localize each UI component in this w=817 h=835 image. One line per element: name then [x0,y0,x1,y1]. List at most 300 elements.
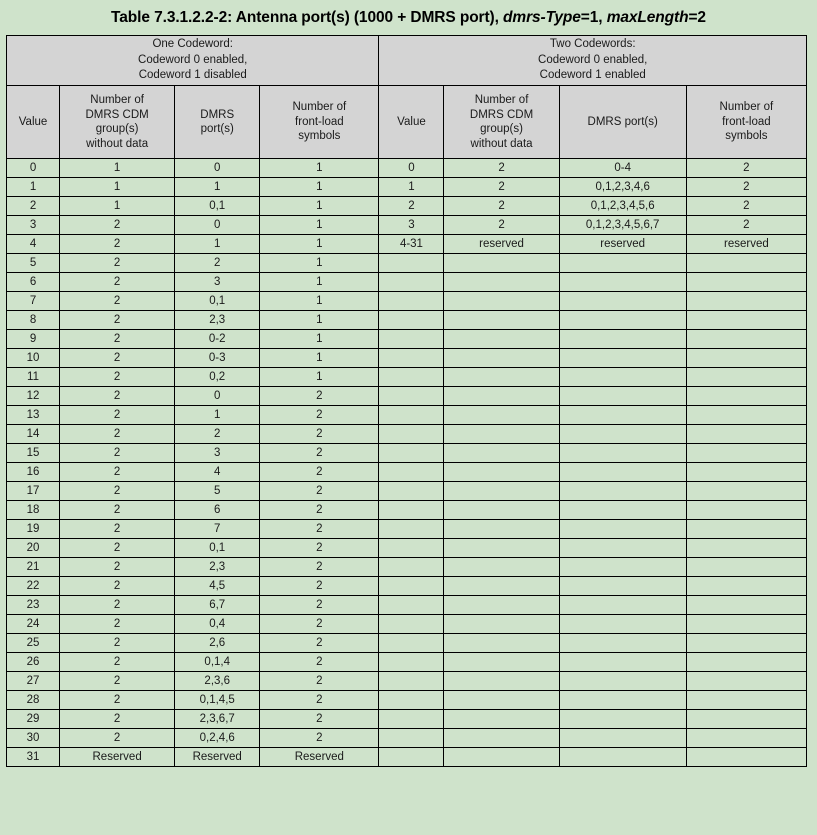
cell-left-front-load-symbols: 2 [260,520,379,539]
table-row [7,501,807,520]
cell-left-cdm-groups: Reserved [60,748,175,767]
cell-empty [686,577,806,596]
cell-left-cdm-groups: 2 [60,539,175,558]
group-header-row [7,36,807,86]
cell-left-value: 21 [7,558,60,577]
two-codewords-line2: Codeword 0 enabled, [538,53,648,66]
two-codewords-line1: Two Codewords: [549,38,636,51]
cell-empty [559,425,686,444]
cell-empty [444,387,559,406]
cell-left-dmrs-ports: 0,1 [175,292,260,311]
cell-left-dmrs-ports: 5 [175,482,260,501]
cell-left-value: 29 [7,710,60,729]
cell-empty [444,577,559,596]
cell-empty [686,710,806,729]
cell-empty [379,596,444,615]
table-row [7,539,807,558]
cell-left-front-load-symbols: 2 [260,444,379,463]
right-cdm-line4: without data [470,137,533,150]
cell-left-value: 27 [7,672,60,691]
table-row [7,710,807,729]
cell-empty [559,520,686,539]
col-header-right-dmrs-ports: DMRS port(s) [559,86,686,159]
table-row [7,634,807,653]
col-header-left-front-load-symbols [260,86,379,159]
cell-empty [444,406,559,425]
table-row [7,254,807,273]
table-row [7,558,807,577]
cell-right-dmrs-ports: reserved [559,235,686,254]
right-front-line1: Number of [719,101,774,114]
table-row [7,653,807,672]
cell-left-dmrs-ports: 0,2,4,6 [175,729,260,748]
table-row [7,520,807,539]
cell-left-cdm-groups: 2 [60,691,175,710]
cell-left-value: 17 [7,482,60,501]
cell-right-cdm-groups: 2 [444,216,559,235]
cell-left-front-load-symbols: 2 [260,710,379,729]
cell-left-cdm-groups: 2 [60,463,175,482]
table-row [7,216,807,235]
title-prefix: Table 7.3.1.2.2-2: Antenna port(s) (1000 + DMRS port), [111,9,504,26]
cell-empty [379,254,444,273]
left-cdm-line1: Number of [90,94,144,106]
cell-empty [379,273,444,292]
cell-empty [686,273,806,292]
cell-empty [686,634,806,653]
cell-left-cdm-groups: 2 [60,634,175,653]
cell-empty [444,596,559,615]
table-row [7,463,807,482]
cell-left-value: 16 [7,463,60,482]
cell-empty [379,349,444,368]
cell-left-dmrs-ports: 0 [175,216,260,235]
cell-empty [444,368,559,387]
cell-empty [559,368,686,387]
cell-left-value: 5 [7,254,60,273]
cell-left-value: 11 [7,368,60,387]
cell-empty [379,615,444,634]
antenna-port-table-container [6,35,807,767]
cell-empty [444,691,559,710]
cell-empty [686,501,806,520]
cell-empty [686,748,806,767]
cell-empty [444,634,559,653]
table-row [7,330,807,349]
one-codeword-line1: One Codeword: [152,38,233,51]
cell-empty [559,710,686,729]
cell-empty [686,729,806,748]
cell-left-value: 25 [7,634,60,653]
table-row [7,349,807,368]
cell-empty [559,729,686,748]
table-row [7,482,807,501]
cell-empty [379,520,444,539]
cell-empty [559,463,686,482]
cell-left-cdm-groups: 2 [60,368,175,387]
cell-right-value: 4-31 [379,235,444,254]
cell-left-dmrs-ports: 1 [175,235,260,254]
cell-empty [559,254,686,273]
cell-left-cdm-groups: 2 [60,596,175,615]
cell-empty [379,482,444,501]
cell-left-front-load-symbols: 2 [260,634,379,653]
cell-right-cdm-groups: 2 [444,159,559,178]
cell-empty [686,292,806,311]
cell-left-front-load-symbols: 1 [260,235,379,254]
cell-left-cdm-groups: 2 [60,558,175,577]
cell-right-value: 3 [379,216,444,235]
cell-left-value: 28 [7,691,60,710]
cell-empty [559,748,686,767]
cell-empty [686,311,806,330]
left-cdm-line3: group(s) [95,123,139,135]
cell-left-value: 3 [7,216,60,235]
cell-right-value: 1 [379,178,444,197]
cell-empty [444,349,559,368]
cell-left-value: 8 [7,311,60,330]
cell-left-value: 0 [7,159,60,178]
cell-empty [686,615,806,634]
left-cdm-line4: without data [86,137,149,150]
group-header-two-codewords [379,36,807,86]
left-front-line2: front-load [295,115,344,128]
col-header-left-cdm-groups [60,86,175,159]
cell-left-front-load-symbols: 1 [260,368,379,387]
title-italic-dmrs-type: dmrs-Type [503,9,581,26]
cell-left-front-load-symbols: 2 [260,596,379,615]
cell-empty [686,425,806,444]
cell-left-dmrs-ports: 2 [175,254,260,273]
cell-left-value: 18 [7,501,60,520]
cell-left-front-load-symbols: 2 [260,729,379,748]
cell-left-cdm-groups: 2 [60,311,175,330]
cell-empty [379,653,444,672]
left-front-line3: symbols [298,130,341,143]
cell-empty [379,311,444,330]
cell-left-dmrs-ports: 2 [175,425,260,444]
cell-empty [444,710,559,729]
cell-left-front-load-symbols: 2 [260,387,379,406]
cell-empty [559,349,686,368]
cell-left-value: 6 [7,273,60,292]
cell-left-value: 2 [7,197,60,216]
cell-left-dmrs-ports: 2,3,6 [175,672,260,691]
cell-left-value: 7 [7,292,60,311]
table-row [7,748,807,767]
cell-left-value: 13 [7,406,60,425]
cell-left-dmrs-ports: 4,5 [175,577,260,596]
left-ports-line2: port(s) [200,123,234,135]
cell-empty [559,387,686,406]
cell-right-dmrs-ports: 0,1,2,3,4,5,6,7 [559,216,686,235]
col-header-right-value: Value [379,86,444,159]
cell-left-dmrs-ports: 0 [175,159,260,178]
cell-empty [686,558,806,577]
table-row [7,444,807,463]
cell-left-cdm-groups: 2 [60,387,175,406]
cell-left-cdm-groups: 2 [60,520,175,539]
cell-left-front-load-symbols: 1 [260,254,379,273]
cell-right-cdm-groups: 2 [444,178,559,197]
cell-empty [686,596,806,615]
cell-left-front-load-symbols: 2 [260,672,379,691]
cell-empty [379,710,444,729]
cell-left-front-load-symbols: 1 [260,330,379,349]
cell-left-front-load-symbols: 2 [260,539,379,558]
cell-left-dmrs-ports: 2,3 [175,558,260,577]
cell-left-front-load-symbols: 2 [260,577,379,596]
right-front-line2: front-load [722,115,771,128]
cell-left-front-load-symbols: 1 [260,292,379,311]
cell-left-cdm-groups: 2 [60,615,175,634]
table-row [7,691,807,710]
cell-right-value: 0 [379,159,444,178]
column-header-row [7,86,807,159]
cell-left-front-load-symbols: 1 [260,159,379,178]
cell-left-dmrs-ports: 6,7 [175,596,260,615]
cell-left-cdm-groups: 2 [60,444,175,463]
cell-left-front-load-symbols: 2 [260,615,379,634]
title-suffix: =2 [688,9,706,26]
cell-left-value: 15 [7,444,60,463]
cell-empty [379,330,444,349]
cell-empty [379,501,444,520]
table-row [7,368,807,387]
cell-left-value: 22 [7,577,60,596]
title-mid: =1, [580,9,607,26]
cell-empty [686,539,806,558]
cell-empty [559,311,686,330]
cell-empty [559,482,686,501]
cell-left-dmrs-ports: 7 [175,520,260,539]
cell-empty [379,406,444,425]
cell-empty [444,539,559,558]
cell-right-dmrs-ports: 0-4 [559,159,686,178]
cell-right-front-load-symbols: 2 [686,197,806,216]
cell-left-cdm-groups: 2 [60,425,175,444]
right-cdm-line3: group(s) [480,123,523,135]
table-row [7,615,807,634]
table-row [7,197,807,216]
cell-left-cdm-groups: 1 [60,159,175,178]
cell-empty [379,444,444,463]
cell-right-front-load-symbols: 2 [686,216,806,235]
cell-left-dmrs-ports: 2,3,6,7 [175,710,260,729]
cell-left-value: 9 [7,330,60,349]
cell-right-front-load-symbols: 2 [686,178,806,197]
cell-empty [686,254,806,273]
cell-empty [379,558,444,577]
cell-left-cdm-groups: 2 [60,216,175,235]
cell-empty [379,729,444,748]
cell-left-cdm-groups: 2 [60,577,175,596]
cell-empty [379,634,444,653]
table-row [7,178,807,197]
cell-empty [559,330,686,349]
group-header-one-codeword [7,36,379,86]
cell-left-dmrs-ports: 0,1 [175,539,260,558]
cell-left-cdm-groups: 2 [60,330,175,349]
cell-left-cdm-groups: 2 [60,653,175,672]
cell-left-value: 26 [7,653,60,672]
cell-left-value: 31 [7,748,60,767]
cell-empty [686,387,806,406]
cell-left-cdm-groups: 2 [60,729,175,748]
cell-empty [686,463,806,482]
cell-empty [559,406,686,425]
cell-left-value: 10 [7,349,60,368]
cell-left-dmrs-ports: 2,6 [175,634,260,653]
cell-empty [379,387,444,406]
two-codewords-line3: Codeword 1 enabled [539,69,646,82]
cell-left-cdm-groups: 2 [60,292,175,311]
cell-empty [559,596,686,615]
cell-empty [559,501,686,520]
cell-empty [444,273,559,292]
cell-right-value: 2 [379,197,444,216]
cell-left-cdm-groups: 2 [60,235,175,254]
cell-left-cdm-groups: 2 [60,406,175,425]
cell-left-dmrs-ports: 3 [175,273,260,292]
left-front-line1: Number of [292,101,347,114]
cell-empty [559,539,686,558]
cell-left-cdm-groups: 2 [60,349,175,368]
cell-left-cdm-groups: 2 [60,501,175,520]
cell-empty [444,501,559,520]
table-body [7,159,807,767]
cell-empty [444,482,559,501]
cell-left-dmrs-ports: 2,3 [175,311,260,330]
antenna-port-table [6,35,807,767]
cell-left-value: 24 [7,615,60,634]
cell-empty [559,577,686,596]
table-row [7,311,807,330]
table-row [7,425,807,444]
cell-empty [559,273,686,292]
cell-left-front-load-symbols: 1 [260,216,379,235]
col-header-right-front-load-symbols [686,86,806,159]
one-codeword-line3: Codeword 1 disabled [138,69,247,82]
cell-empty [559,292,686,311]
cell-empty [444,425,559,444]
cell-empty [559,653,686,672]
cell-right-cdm-groups: reserved [444,235,559,254]
cell-empty [379,672,444,691]
cell-left-cdm-groups: 2 [60,672,175,691]
cell-left-dmrs-ports: Reserved [175,748,260,767]
cell-left-front-load-symbols: 1 [260,178,379,197]
col-header-left-dmrs-ports [175,86,260,159]
cell-empty [444,672,559,691]
cell-left-front-load-symbols: 2 [260,558,379,577]
cell-left-cdm-groups: 1 [60,197,175,216]
cell-left-value: 14 [7,425,60,444]
cell-left-dmrs-ports: 6 [175,501,260,520]
cell-empty [444,729,559,748]
cell-left-front-load-symbols: 1 [260,273,379,292]
cell-left-front-load-symbols: 2 [260,653,379,672]
one-codeword-line2: Codeword 0 enabled, [138,53,248,66]
cell-empty [444,520,559,539]
cell-left-value: 30 [7,729,60,748]
cell-empty [379,577,444,596]
cell-empty [444,558,559,577]
right-front-line3: symbols [725,130,768,143]
right-cdm-line2: DMRS CDM [469,108,534,121]
cell-empty [379,368,444,387]
cell-right-front-load-symbols: 2 [686,159,806,178]
page-title [0,0,817,28]
table-row [7,292,807,311]
cell-empty [444,615,559,634]
cell-left-dmrs-ports: 0,1 [175,197,260,216]
cell-left-front-load-symbols: 2 [260,501,379,520]
cell-left-cdm-groups: 2 [60,482,175,501]
cell-left-front-load-symbols: 2 [260,463,379,482]
cell-empty [559,558,686,577]
cell-right-front-load-symbols: reserved [686,235,806,254]
cell-left-front-load-symbols: 1 [260,349,379,368]
cell-empty [686,482,806,501]
title-italic-maxlength: maxLength [606,9,689,26]
cell-left-value: 20 [7,539,60,558]
cell-empty [559,672,686,691]
cell-left-dmrs-ports: 0,4 [175,615,260,634]
table-row [7,577,807,596]
cell-left-dmrs-ports: 0-3 [175,349,260,368]
cell-left-dmrs-ports: 0-2 [175,330,260,349]
col-header-left-value: Value [7,86,60,159]
cell-empty [379,425,444,444]
cell-empty [686,691,806,710]
cell-right-cdm-groups: 2 [444,197,559,216]
cell-left-dmrs-ports: 0 [175,387,260,406]
cell-empty [444,748,559,767]
table-row [7,387,807,406]
table-row [7,596,807,615]
table-row [7,406,807,425]
left-cdm-line2: DMRS CDM [85,108,149,121]
table-header [7,36,807,159]
cell-empty [559,615,686,634]
cell-empty [444,444,559,463]
cell-empty [686,330,806,349]
cell-empty [686,653,806,672]
cell-left-front-load-symbols: 2 [260,425,379,444]
cell-empty [686,672,806,691]
cell-left-front-load-symbols: 2 [260,691,379,710]
cell-empty [379,691,444,710]
cell-empty [686,368,806,387]
table-row [7,273,807,292]
cell-left-value: 12 [7,387,60,406]
cell-empty [444,653,559,672]
table-row [7,729,807,748]
cell-empty [379,748,444,767]
cell-empty [444,311,559,330]
cell-left-dmrs-ports: 0,1,4 [175,653,260,672]
cell-empty [444,254,559,273]
cell-left-front-load-symbols: 2 [260,406,379,425]
cell-empty [379,292,444,311]
cell-empty [686,520,806,539]
table-row [7,159,807,178]
cell-left-dmrs-ports: 0,1,4,5 [175,691,260,710]
cell-left-value: 23 [7,596,60,615]
left-ports-line1: DMRS [200,108,235,121]
table-row [7,235,807,254]
